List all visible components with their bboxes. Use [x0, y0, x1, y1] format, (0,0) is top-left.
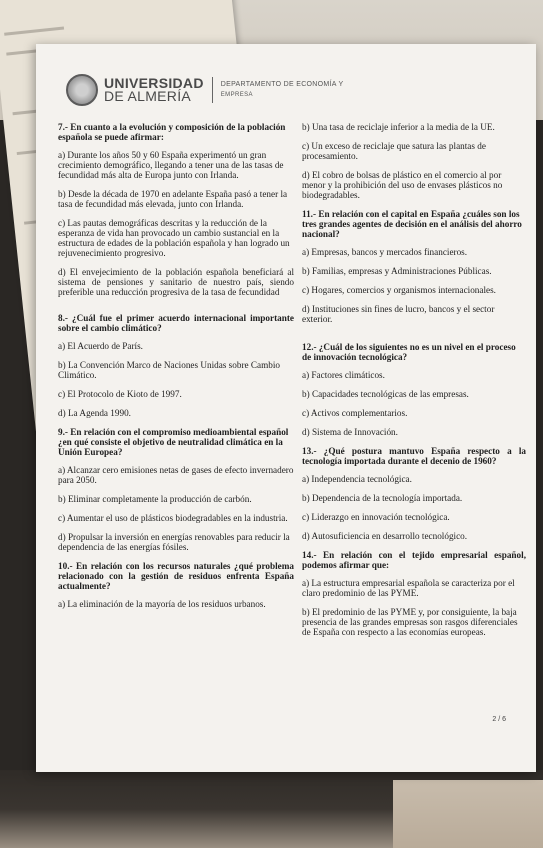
question-12	[302, 342, 526, 437]
department-line1: DEPARTAMENTO DE ECONOMÍA Y	[220, 81, 344, 88]
answer-option: a) Durante los años 50 y 60 España experimentó un gran crecimiento demográfico, llegando a tener una de las tasas de fecundidad más alta de Europa junto con Irlanda.	[58, 150, 284, 180]
answer-option: d) El cobro de bolsas de plástico en el comercio al por menor y la prohibición del uso de envases plásticos no biodegradables.	[302, 170, 503, 200]
answer-option: c) Las pautas demográficas descritas y la reducción de la esperanza de vida han provocado un cambio sustancial en la estructura de edades de la población española y han logrado un rejuvenecimiento progresivo.	[58, 218, 290, 258]
answer-option: d) Sistema de Innovación.	[302, 427, 398, 437]
answer-option: c) Liderazgo en innovación tecnológica.	[302, 512, 450, 522]
answer-option: c) Un exceso de reciclaje que satura las plantas de procesamiento.	[302, 141, 486, 161]
question-14	[302, 550, 526, 637]
answer-option: b) Una tasa de reciclaje inferior a la media de la UE.	[302, 122, 495, 132]
question-7	[58, 122, 294, 297]
answer-option: c) Activos complementarios.	[302, 408, 408, 418]
answer-option: b) El predominio de las PYME y, por consiguiente, la baja presencia de las grandes empresas son rasgos diferenciales de España con respecto a las economías europeas.	[302, 607, 518, 637]
answer-option: c) El Protocolo de Kioto de 1997.	[58, 389, 182, 399]
university-name-line2: DE ALMERÍA	[104, 88, 192, 104]
answer-option: b) Desde la década de 1970 en adelante España pasó a tener la tasa de fecundidad más elevada, junto con Irlanda.	[58, 189, 288, 209]
question-10-continued	[302, 122, 526, 200]
answer-option: b) Familias, empresas y Administraciones Públicas.	[302, 266, 492, 276]
answer-option: c) Hogares, comercios y organismos internacionales.	[302, 285, 496, 295]
answer-option: c) Aumentar el uso de plásticos biodegradables en la industria.	[58, 513, 288, 523]
answer-option: a) La eliminación de la mayoría de los residuos urbanos.	[58, 599, 266, 609]
left-column	[58, 122, 294, 618]
answer-option: a) Alcanzar cero emisiones netas de gases de efecto invernadero para 2050.	[58, 465, 294, 485]
question-text: 8.- ¿Cuál fue el primer acuerdo internacional importante sobre el cambio climático?	[58, 313, 294, 333]
question-text: 10.- En relación con los recursos naturales ¿qué problema relacionado con la gestión de residuos enfrenta España actualmente?	[58, 561, 294, 591]
answer-option: d) Propulsar la inversión en energías renovables para reducir la dependencia de las energías fósiles.	[58, 532, 290, 552]
floor-tile	[393, 780, 543, 848]
answer-option: a) El Acuerdo de París.	[58, 341, 143, 351]
question-text: 9.- En relación con el compromiso medioambiental español ¿en qué consiste el objetivo de neutralidad climática en la Unión Europea?	[58, 427, 289, 457]
answer-option: d) El envejecimiento de la población española beneficiará al sistema de pensiones y sanitario de nuestro país, siendo preferible una reducción progresiva de la tasa de fecundidad	[58, 267, 294, 297]
department-line2: EMPRESA	[220, 92, 253, 98]
question-10	[58, 561, 294, 609]
question-11	[302, 209, 526, 324]
logo-divider	[212, 77, 213, 103]
question-text: 13.- ¿Qué postura mantuvo España respecto a la tecnología importada durante el decenio de 1960?	[302, 446, 526, 466]
answer-option: a) Factores climáticos.	[302, 370, 385, 380]
answer-option: b) Dependencia de la tecnología importada.	[302, 493, 463, 503]
answer-option: b) La Convención Marco de Naciones Unidas sobre Cambio Climático.	[58, 360, 280, 380]
question-13	[302, 446, 526, 541]
university-logo	[66, 74, 343, 106]
right-column	[302, 122, 526, 646]
question-8	[58, 313, 294, 418]
exam-page	[36, 44, 536, 772]
answer-option: a) Empresas, bancos y mercados financieros.	[302, 247, 468, 257]
question-text: 14.- En relación con el tejido empresarial español, podemos afirmar que:	[302, 550, 526, 570]
answer-option: d) Autosuficiencia en desarrollo tecnológico.	[302, 531, 468, 541]
question-9	[58, 427, 294, 552]
question-text: 12.- ¿Cuál de los siguientes no es un nivel en el proceso de innovación tecnológica?	[302, 342, 516, 362]
answer-option: a) La estructura empresarial española se caracteriza por el claro predominio de las PYME.	[302, 578, 515, 598]
answer-option: b) Capacidades tecnológicas de las empresas.	[302, 389, 469, 399]
university-seal-icon	[66, 74, 98, 106]
answer-option: b) Eliminar completamente la producción de carbón.	[58, 494, 252, 504]
question-text: 11.- En relación con el capital en España ¿cuáles son los tres grandes agentes de decisión en el análisis del ahorro nacional?	[302, 209, 522, 239]
answer-option: d) La Agenda 1990.	[58, 408, 131, 418]
answer-option: d) Instituciones sin fines de lucro, bancos y el sector exterior.	[302, 304, 495, 324]
page-number: 2 / 6	[492, 716, 506, 723]
answer-option: a) Independencia tecnológica.	[302, 474, 412, 484]
question-text: 7.- En cuanto a la evolución y composición de la población española se puede afirmar:	[58, 122, 286, 142]
university-name-line1: UNIVERSIDAD	[104, 75, 204, 91]
